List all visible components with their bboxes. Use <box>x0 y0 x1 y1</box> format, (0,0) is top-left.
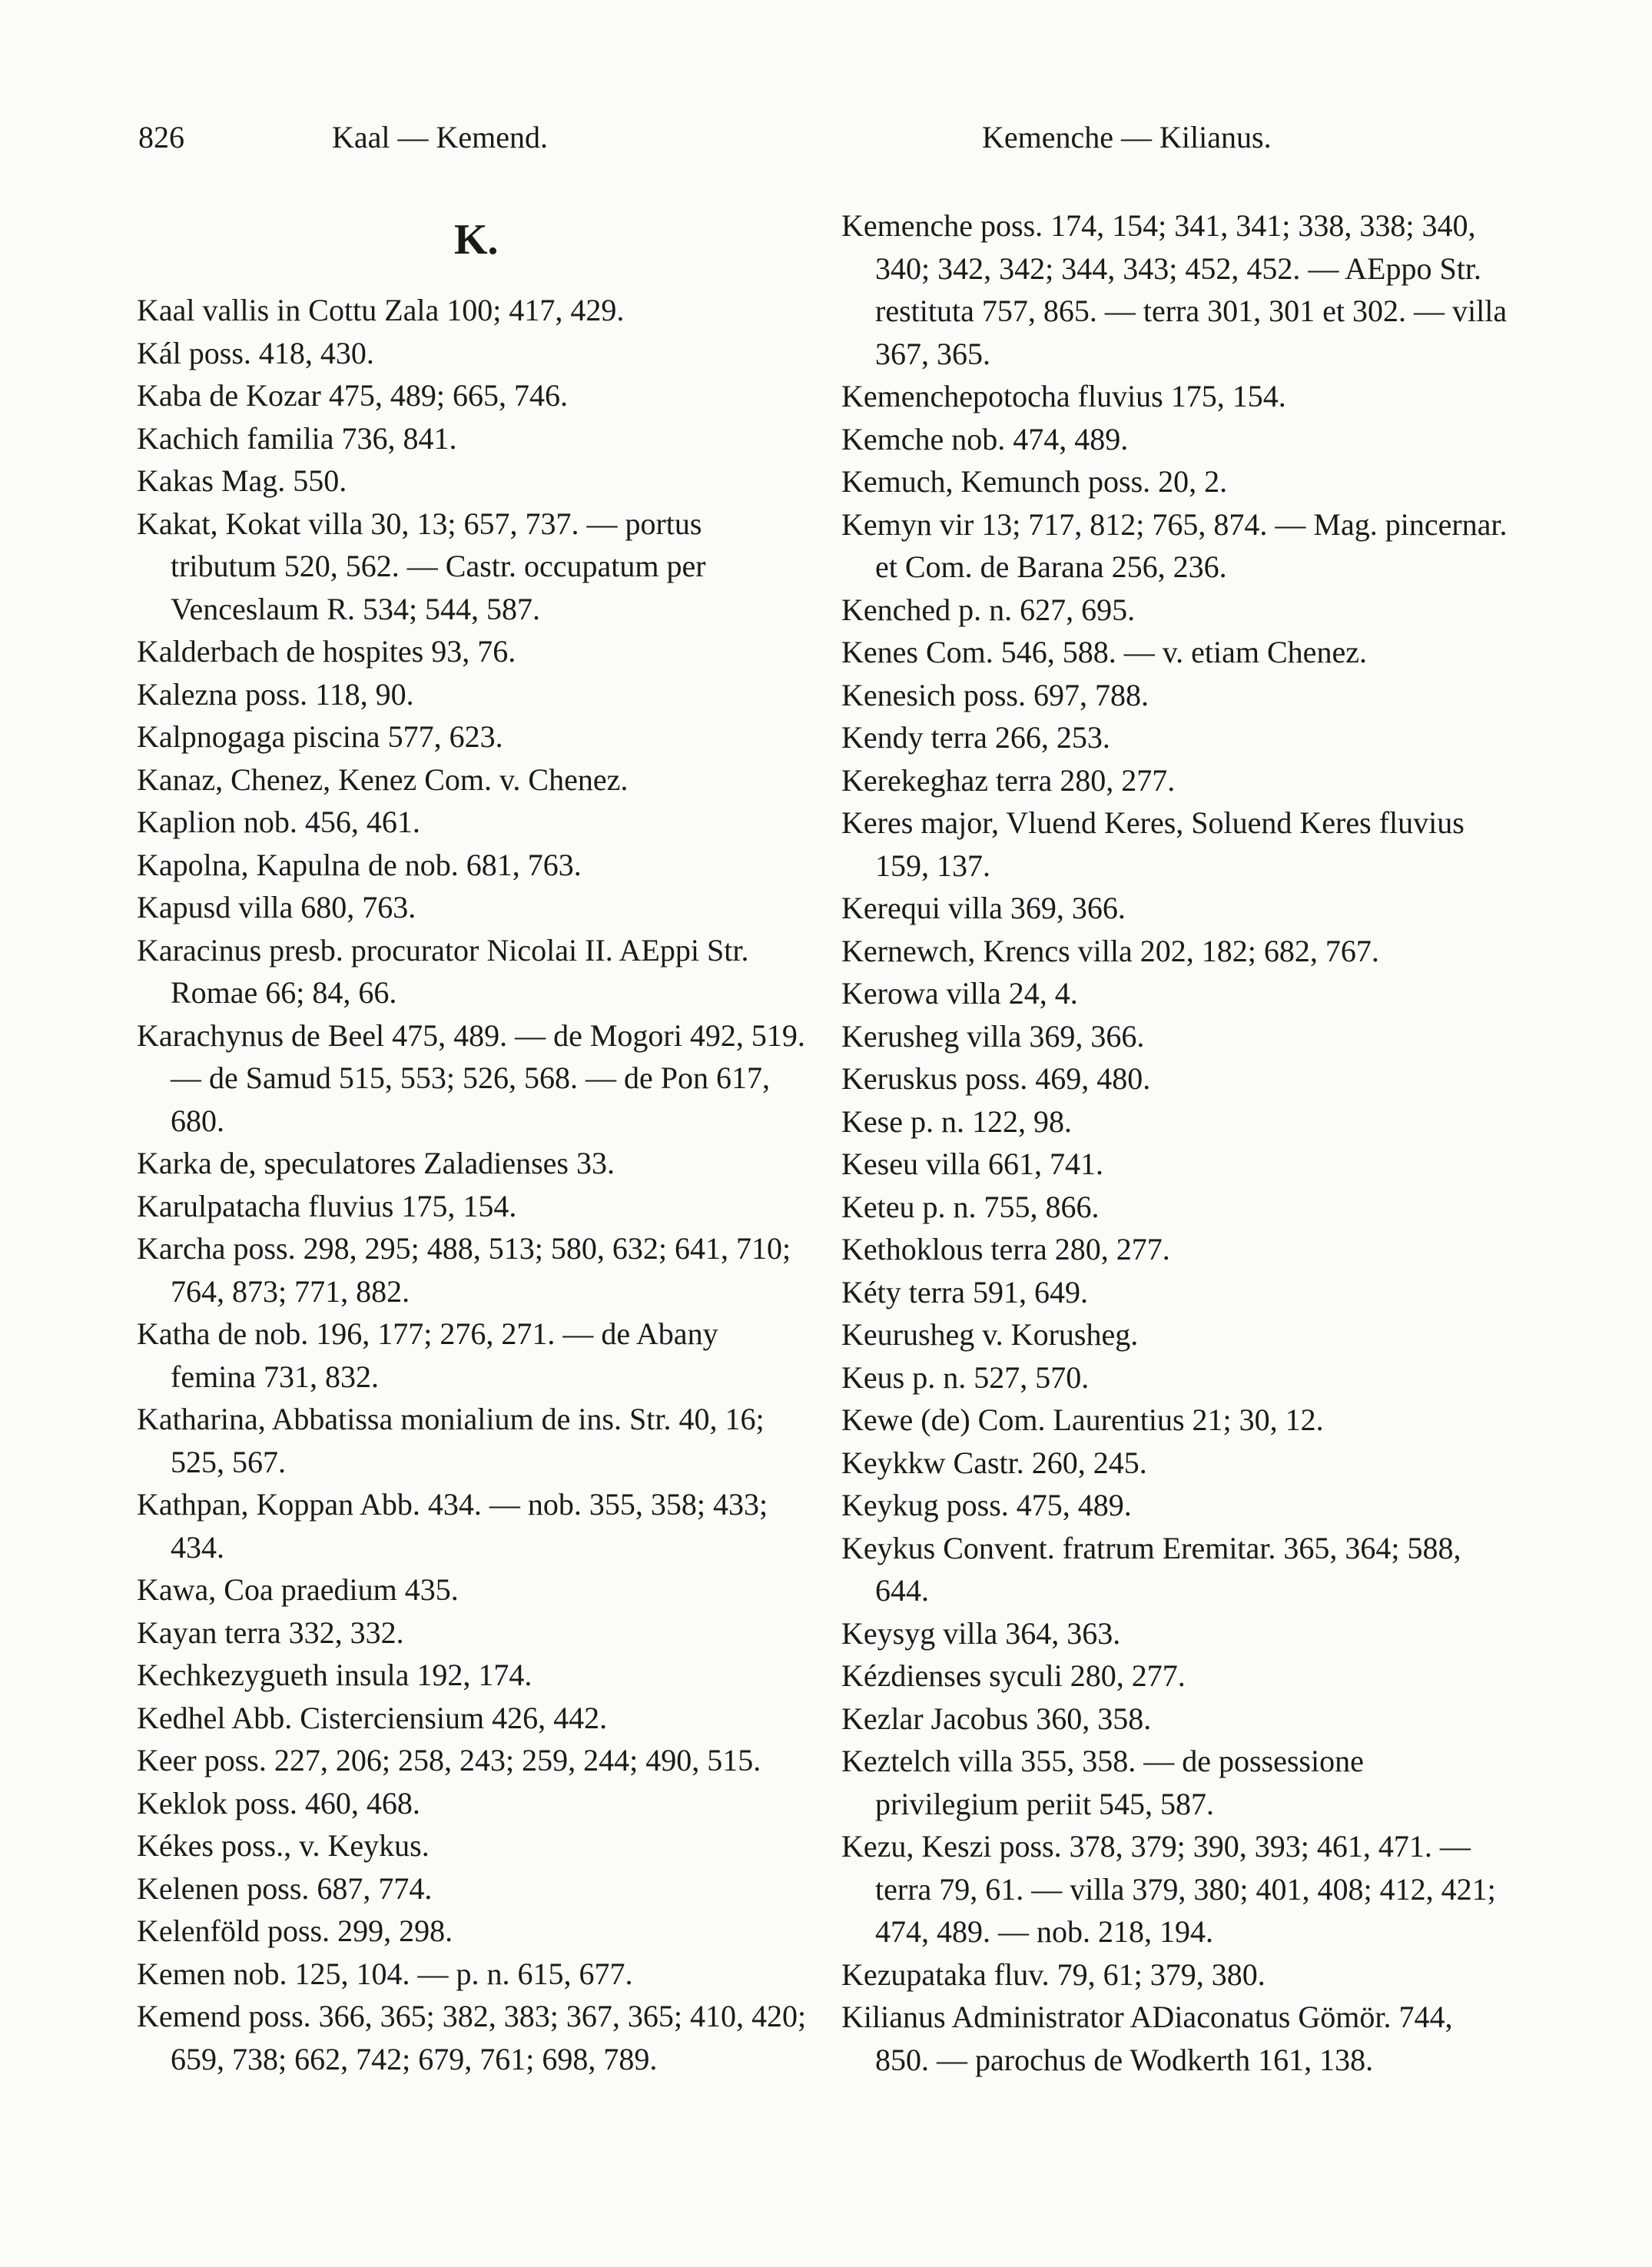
index-entry: Kapusd villa 680, 763. <box>137 890 416 924</box>
index-entry: Kathpan, Koppan Abb. 434. — nob. 355, 358; 433; 434. <box>137 1487 768 1565</box>
index-entry: Kedhel Abb. Cisterciensium 426, 442. <box>137 1700 608 1735</box>
index-entry: Kanaz, Chenez, Kenez Com. v. Chenez. <box>137 762 629 797</box>
index-entry: Kezupataka fluv. 79, 61; 379, 380. <box>841 1957 1266 1992</box>
index-entry: Kaal vallis in Cottu Zala 100; 417, 429. <box>137 293 625 327</box>
index-entry: Kemyn vir 13; 717, 812; 765, 874. — Mag. pincernar. et Com. de Barana 256, 236. <box>841 506 1508 584</box>
index-entry: Kelenen poss. 687, 774. <box>137 1870 433 1906</box>
index-entry: Karachynus de Beel 475, 489. — de Mogori 492, 519. — de Samud 515, 553; 526, 568. — de Pon 617, 680. <box>137 1017 805 1138</box>
index-entry: Kenched p. n. 627, 695. <box>841 592 1136 627</box>
index-entry: Kemenche poss. 174, 154; 341, 341; 338, 338; 340, 340; 342, 342; 344, 343; 452, 452. — AEppo Str. restituta 757, 865. — terra 301, 301 et 302. — villa 367, 365. <box>841 208 1508 371</box>
index-entry: Kechkezygueth insula 192, 174. <box>137 1658 532 1692</box>
index-entry: Kalezna poss. 118, 90. <box>137 676 414 712</box>
index-entry: Keklok poss. 460, 468. <box>137 1785 420 1821</box>
index-entry: Keztelch villa 355, 358. — de possessione privilegium periit 545, 587. <box>841 1744 1364 1821</box>
index-entry: Keres major, Vluend Keres, Soluend Keres fluvius 159, 137. <box>841 805 1465 883</box>
index-entry: Kernewch, Krencs villa 202, 182; 682, 767. <box>841 933 1379 968</box>
index-entry: Keruskus poss. 469, 480. <box>841 1061 1151 1096</box>
running-head-right: Kemenche — Kilianus. <box>982 120 1272 154</box>
index-entry: Keer poss. 227, 206; 258, 243; 259, 244; 490, 515. <box>137 1743 761 1777</box>
index-entry: Kaba de Kozar 475, 489; 665, 746. <box>137 378 568 413</box>
index-entry: Keurusheg v. Korusheg. <box>841 1317 1139 1352</box>
index-entry: Kewe (de) Com. Laurentius 21; 30, 12. <box>841 1402 1324 1437</box>
index-entry: Kézdienses syculi 280, 277. <box>841 1658 1186 1693</box>
letter-heading: K. <box>454 216 499 264</box>
index-entry: Kemenchepotocha fluvius 175, 154. <box>841 379 1286 413</box>
left-column <box>137 204 809 2080</box>
index-entry: Keykkw Castr. 260, 245. <box>841 1445 1147 1480</box>
index-entry: Keseu villa 661, 741. <box>841 1147 1104 1181</box>
index-entry: Keteu p. n. 755, 866. <box>841 1189 1100 1224</box>
index-entry: Kawa, Coa praedium 435. <box>137 1572 459 1607</box>
index-entry: Kezlar Jacobus 360, 358. <box>841 1701 1152 1736</box>
index-entry: Kemche nob. 474, 489. <box>841 421 1129 456</box>
index-entry: Kayan terra 332, 332. <box>137 1615 404 1650</box>
index-entry: Kéty terra 591, 649. <box>841 1274 1089 1309</box>
index-entry: Kethoklous terra 280, 277. <box>841 1232 1170 1266</box>
index-entry: Kalpnogaga piscina 577, 623. <box>137 719 503 754</box>
index-entry: Karcha poss. 298, 295; 488, 513; 580, 632; 641, 710; 764, 873; 771, 882. <box>137 1231 791 1309</box>
index-entry: Kapolna, Kapulna de nob. 681, 763. <box>137 847 582 882</box>
index-entry: Keus p. n. 527, 570. <box>841 1359 1090 1395</box>
index-entry: Keykus Convent. fratrum Eremitar. 365, 364; 588, 644. <box>841 1530 1461 1608</box>
index-entry: Kerekeghaz terra 280, 277. <box>841 762 1176 798</box>
index-entry: Kemuch, Kemunch poss. 20, 2. <box>841 464 1228 499</box>
index-entry: Katha de nob. 196, 177; 276, 271. — de Abany femina 731, 832. <box>137 1316 718 1394</box>
index-entry: Karulpatacha fluvius 175, 154. <box>137 1188 517 1223</box>
index-entry: Kemend poss. 366, 365; 382, 383; 367, 365; 410, 420; 659, 738; 662, 742; 679, 761; 698, 789. <box>137 1999 807 2076</box>
index-entry: Katharina, Abbatissa monialium de ins. Str. 40, 16; 525, 567. <box>137 1402 765 1479</box>
index-entry: Kilianus Administrator ADiaconatus Gömör. 744, 850. — parochus de Wodkerth 161, 138. <box>841 2000 1453 2077</box>
index-entry: Kakas Mag. 550. <box>137 463 347 498</box>
index-entry: Karacinus presb. procurator Nicolai II. AEppi Str. Romae 66; 84, 66. <box>137 932 749 1010</box>
index-entry: Kerowa villa 24, 4. <box>841 976 1078 1011</box>
index-entry: Kerusheg villa 369, 366. <box>841 1018 1145 1054</box>
index-entry: Kaplion nob. 456, 461. <box>137 805 420 839</box>
index-entry: Kendy terra 266, 253. <box>841 720 1110 755</box>
index-entry: Kemen nob. 125, 104. — p. n. 615, 677. <box>137 1956 633 1991</box>
index-entry: Keysyg villa 364, 363. <box>841 1615 1121 1651</box>
index-entry: Kelenföld poss. 299, 298. <box>137 1914 453 1948</box>
index-entry: Kese p. n. 122, 98. <box>841 1104 1072 1139</box>
index-entry: Kachich familia 736, 841. <box>137 420 457 456</box>
page-number: 826 <box>138 120 184 154</box>
index-entry: Kerequi villa 369, 366. <box>841 891 1126 925</box>
index-entry: Karka de, speculatores Zaladienses 33. <box>137 1146 615 1180</box>
index-entry: Keykug poss. 475, 489. <box>841 1488 1132 1522</box>
index-entry: Kenes Com. 546, 588. — v. etiam Chenez. <box>841 635 1367 669</box>
index-entry: Kakat, Kokat villa 30, 13; 657, 737. — portus tributum 520, 562. — Castr. occupatum per Venceslaum R. 534; 544, 587. <box>137 506 706 626</box>
index-entry: Kékes poss., v. Keykus. <box>137 1828 430 1863</box>
index-entry: Kalderbach de hospites 93, 76. <box>137 634 516 669</box>
index-entry: Kezu, Keszi poss. 378, 379; 390, 393; 461, 471. — terra 79, 61. — villa 379, 380; 401, 408; 412, 421; 474, 489. — nob. 218, 194. <box>841 1829 1496 1949</box>
index-entry: Kenesich poss. 697, 788. <box>841 677 1149 712</box>
right-column <box>841 204 1514 2081</box>
index-entry: Kál poss. 418, 430. <box>137 335 374 370</box>
running-head-left: Kaal — Kemend. <box>332 120 549 154</box>
